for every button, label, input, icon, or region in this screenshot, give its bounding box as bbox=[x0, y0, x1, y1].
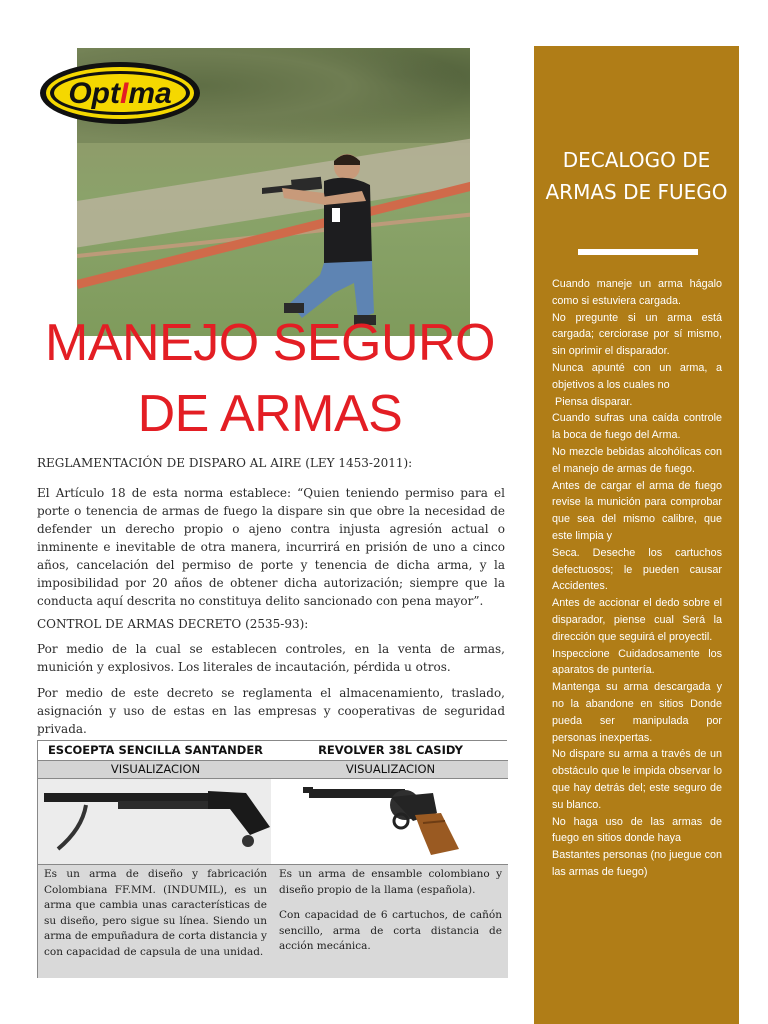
decalogo-item: Nunca apunté con un arma, a objetivos a los cuales no bbox=[552, 361, 722, 391]
decalogo-item: Seca. Deseche los cartuchos defectuosos; le pueden causar Accidentes. bbox=[552, 546, 722, 593]
weapon-column-revolver bbox=[273, 741, 508, 977]
revolver-image bbox=[273, 779, 508, 865]
section-body-decreto-1: Por medio de la cual se establecen controles, en la venta de armas, munición y explosivos. Los literales de incautación, pérdida u otros. bbox=[37, 642, 505, 674]
section-heading-ley: REGLAMENTACIÓN DE DISPARO AL AIRE (LEY 1453-2011): bbox=[37, 456, 413, 470]
decalogo-sidebar bbox=[534, 46, 739, 1024]
decalogo-item: Mantenga su arma descargada y no la abandone en sitios Donde pueda ser manipulada por personas inexpertas. bbox=[552, 681, 722, 744]
decalogo-item: No haga uso de las armas de fuego en sitios donde haya bbox=[552, 815, 722, 845]
weapon-visual-label: VISUALIZACION bbox=[38, 761, 273, 779]
page-title-line1: MANEJO SEGURO bbox=[45, 314, 495, 372]
decalogo-item: Piensa disparar. bbox=[552, 395, 633, 408]
decalogo-item: Antes de accionar el dedo sobre el disparador, piense cual Será la dirección que seguirá el proyectil. bbox=[552, 597, 722, 643]
optima-logo bbox=[38, 60, 202, 126]
weapon-visual-label: VISUALIZACION bbox=[273, 761, 508, 779]
sidebar-title: DECALOGO DE ARMAS DE FUEGO bbox=[545, 148, 728, 204]
section-body-ley: El Artículo 18 de esta norma establece: “Quien teniendo permiso para el porte o tenencia de armas de fuego la dispare sin que obre la necesidad de defender un derecho propio o ajeno contra injusta agresión actual o inminente e inevitable de otra manera, incurrirá en prisión de uno a cinco años, cancelación del permiso de porte y tenencia de dicha arma, y la imposibilidad por 20 años de obtener dicha autorización; siempre que la conducta aquí descrita no constituya delito sancionado con pena mayor”. bbox=[37, 486, 505, 608]
sidebar-divider bbox=[578, 249, 698, 255]
decalogo-item: No mezcle bebidas alcohólicas con el manejo de armas de fuego. bbox=[552, 445, 722, 475]
decalogo-item: Cuando sufras una caída controle la boca de fuego del Arma. bbox=[552, 412, 722, 442]
weapons-table bbox=[37, 740, 507, 978]
weapon-description bbox=[273, 865, 508, 978]
decalogo-item: Cuando maneje un arma hágalo como si estuviera cargada. bbox=[552, 278, 722, 307]
shotgun-image bbox=[38, 779, 273, 865]
svg-text:OptIma: OptIma bbox=[68, 77, 172, 110]
decalogo-item: Bastantes personas (no juegue con las armas de fuego) bbox=[552, 849, 722, 878]
decalogo-item: No dispare su arma a través de un obstáculo que le impida observar lo que hay detrás del; este seguro de su blanco. bbox=[552, 748, 722, 811]
decalogo-item: Inspeccione Cuidadosamente los aparatos de puntería. bbox=[552, 647, 722, 677]
weapon-name: REVOLVER 38L CASIDY bbox=[273, 741, 508, 761]
decalogo-item: No pregunte si un arma está cargada; cerciorase por sí mismo, sin oprimir el disparador. bbox=[552, 311, 722, 358]
weapon-name: ESCOEPTA SENCILLA SANTANDER bbox=[38, 741, 273, 761]
weapon-desc-paragraph: Es un arma de ensamble colombiano y diseño propio de la llama (española). bbox=[279, 868, 502, 896]
weapon-column-shotgun bbox=[38, 741, 274, 977]
shooter-figure bbox=[262, 143, 392, 333]
page-title-line2: DE ARMAS bbox=[137, 385, 403, 443]
weapon-desc-paragraph: Es un arma de diseño y fabricación Colombiana FF.MM. (INDUMIL), es un arma que cambia unas características de su diseño, pero sigue su línea. Siendo un arma de empuñadura de corta distancia y con capacidad de capsula de una unidad. bbox=[44, 868, 267, 958]
weapon-desc-paragraph: Con capacidad de 6 cartuchos, de cañón sencillo, arma de corta distancia de acción mecánica. bbox=[279, 909, 502, 952]
decalogo-list bbox=[552, 276, 722, 881]
weapon-description bbox=[38, 865, 273, 978]
decalogo-item: Antes de cargar el arma de fuego revise la munición para comprobar que sea del mismo calibre, que este limpia y bbox=[552, 479, 722, 542]
section-heading-decreto: CONTROL DE ARMAS DECRETO (2535-93): bbox=[37, 617, 309, 631]
section-body-decreto-2: Por medio de este decreto se reglamenta el almacenamiento, traslado, asignación y uso de estas en las empresas y cooperativas de seguridad privada. bbox=[37, 686, 505, 736]
